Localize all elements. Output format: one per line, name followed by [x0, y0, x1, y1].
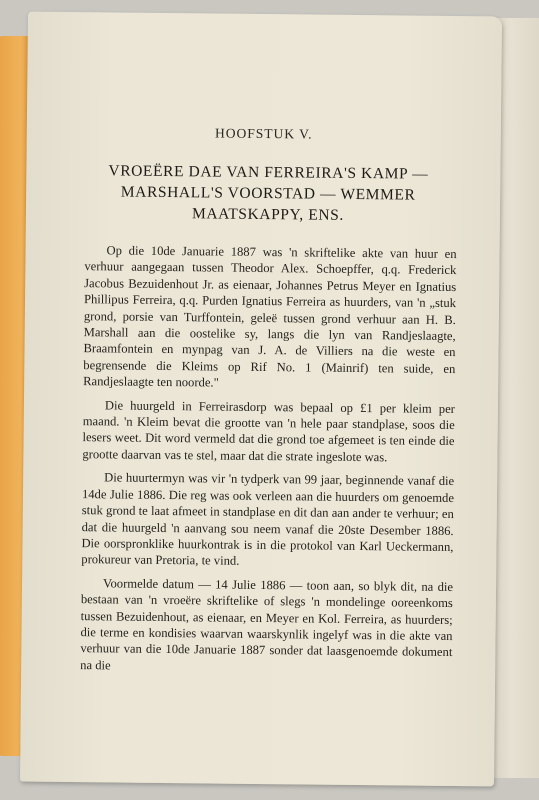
book-page — [20, 12, 502, 787]
chapter-title-line-1: VROEËRE DAE VAN FERREIRA'S KAMP — — [108, 162, 429, 183]
chapter-title — [86, 160, 451, 227]
paragraph-4: Voormelde datum — 14 Julie 1886 — toon aan, so blyk dit, na die bestaan van 'n vroeëre skriftelike of slegs 'n mondelinge ooreenkoms tussen Bezuidenhout, as eienaar, en Meyer en Kol. Ferreira, as huurders; die terme en kondisies waarvan waarskynlik ingelyf was in die akte van verhuur van die 10de Januarie 1887 sonder dat laasgenoemde dokument na die — [80, 576, 454, 673]
body-text — [80, 242, 456, 677]
chapter-title-line-3: MAATSKAPPY, ENS. — [191, 205, 344, 224]
chapter-heading: HOOFSTUK V. — [214, 125, 313, 142]
paragraph-1: Op die 10de Januarie 1887 was 'n skriftelike akte van huur en verhuur aangegaan tussen Theodor Alex. Schoepffer, q.q. Frederick Jacobus Bezuidenhout Jr. as eienaar, Johannes Petrus Meyer en Ignatius Phillipus Ferreira, q.q. Purden Ignatius Ferreira as huurders, van 'n „stuk grond, porsie van Turffontein, geleë tussen grond verhuur aan H. B. Marshall aan die oostelike sy, langs die lyn van Randjeslaagte, Braamfontein en mynpag van J. A. de Villiers na die weste en begrensende die Kleims op Rif No. 1 (Mainrif) ten suide, en Randjeslaagte ten noorde." — [83, 243, 457, 390]
paragraph-2: Die huurgeld in Ferreirasdorp was bepaal op £1 per kleim per maand. 'n Kleim bevat die grootte van 'n hele paar standplase, soos die lesers weet. Dit word vermeld dat die grond toe afgemeet is ten einde die grootte daarvan vas te stel, maar dat die strate ingeslote was. — [82, 398, 455, 465]
paragraph-3: Die huurtermyn was vir 'n tydperk van 99 jaar, beginnende vanaf die 14de Julie 1886. Die reg was ook verleen aan die huurders om genoemde stuk grond te laat afmeet in standplase en dit dan aan ander te verhuur; en dat die huurgeld 'n aanvang sou neem vanaf die 20ste Desember 1886. Die oorspronklike huurkontrak is in die protokol van Karl Ueckermann, prokureur van Pretoria, te vind. — [81, 470, 455, 569]
chapter-title-line-2: MARSHALL'S VOORSTAD — WEMMER — [120, 183, 416, 204]
